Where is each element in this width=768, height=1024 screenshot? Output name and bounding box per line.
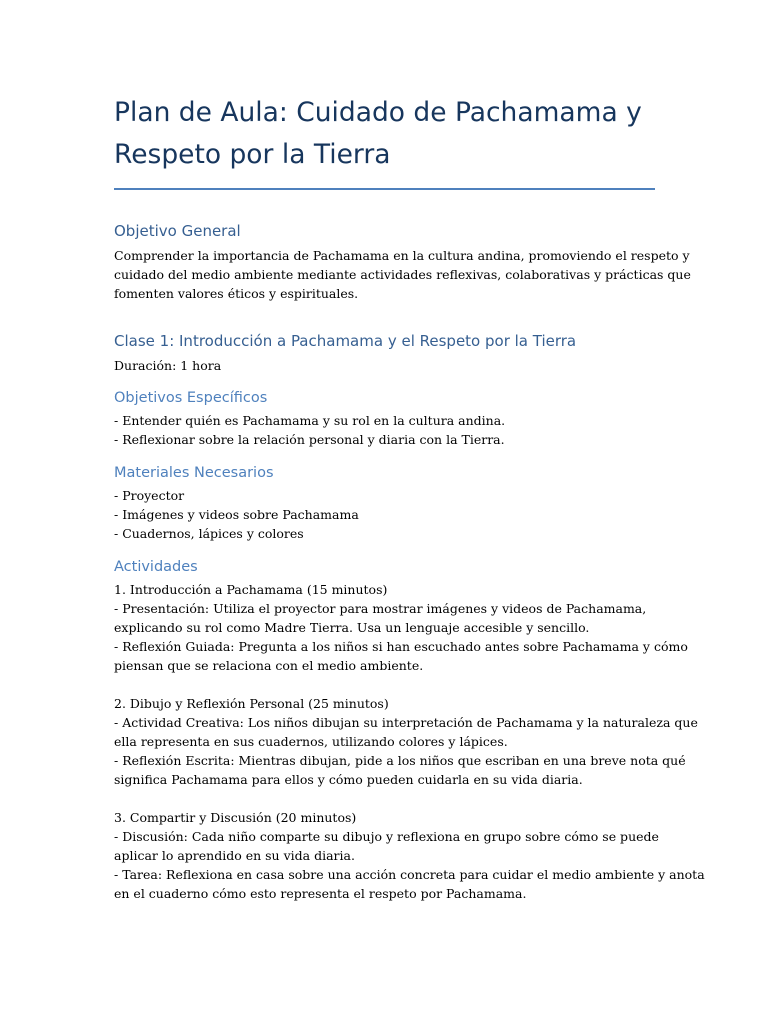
text-line: en el cuaderno cómo esto representa el respeto por Pachamama. (114, 886, 527, 901)
objetivo-general-heading: Objetivo General (114, 222, 241, 240)
text-line: - Reflexión Escrita: Mientras dibujan, pide a los niños que escriban en una breve nota qué (114, 753, 686, 768)
actividad-block-3 (114, 808, 705, 903)
list-item: - Imágenes y videos sobre Pachamama (114, 507, 359, 522)
text-line: aplicar lo aprendido en su vida diaria. (114, 848, 355, 863)
text-line: explicando su rol como Madre Tierra. Usa un lenguaje accesible y sencillo. (114, 620, 590, 635)
text-line: Comprender la importancia de Pachamama en la cultura andina, promoviendo el respeto y (114, 248, 690, 263)
objetivos-especificos-list (114, 411, 658, 449)
text-line: Duración: 1 hora (114, 358, 222, 373)
text-line: - Presentación: Utiliza el proyector para mostrar imágenes y videos de Pachamama, (114, 601, 647, 616)
list-item: - Proyector (114, 488, 185, 503)
list-item: - Reflexionar sobre la relación personal y diaria con la Tierra. (114, 432, 505, 447)
text-line: ella representa en sus cuadernos, utilizando colores y lápices. (114, 734, 508, 749)
text-line: - Tarea: Reflexiona en casa sobre una acción concreta para cuidar el medio ambiente y anota (114, 867, 705, 882)
text-line: fomenten valores éticos y espirituales. (114, 286, 359, 301)
materiales-list (114, 486, 658, 543)
list-item: - Entender quién es Pachamama y su rol en la cultura andina. (114, 413, 506, 428)
objetivos-especificos-heading: Objetivos Específicos (114, 390, 268, 406)
duracion-text (114, 356, 658, 375)
objetivo-general-text (114, 246, 691, 303)
materiales-heading: Materiales Necesarios (114, 465, 274, 481)
activity-title: 2. Dibujo y Reflexión Personal (25 minutos) (114, 696, 389, 711)
clase1-heading: Clase 1: Introducción a Pachamama y el Respeto por la Tierra (114, 332, 577, 350)
activity-title: 1. Introducción a Pachamama (15 minutos) (114, 582, 388, 597)
actividad-block-1 (114, 580, 688, 675)
title-line-1: Plan de Aula: Cuidado de Pachamama y (114, 97, 642, 128)
text-line: - Reflexión Guiada: Pregunta a los niños si han escuchado antes sobre Pachamama y cómo (114, 639, 688, 654)
text-line: - Discusión: Cada niño comparte su dibujo y reflexiona en grupo sobre cómo se puede (114, 829, 659, 844)
text-line: significa Pachamama para ellos y cómo pueden cuidarla en su vida diaria. (114, 772, 583, 787)
document-page (114, 92, 705, 903)
text-line: - Actividad Creativa: Los niños dibujan su interpretación de Pachamama y la naturaleza que (114, 715, 698, 730)
text-line: piensan que se relaciona con el medio ambiente. (114, 658, 424, 673)
actividad-block-2 (114, 694, 698, 789)
title-line-2: Respeto por la Tierra (114, 139, 391, 170)
activity-title: 3. Compartir y Discusión (20 minutos) (114, 810, 357, 825)
title-underline (114, 188, 655, 190)
text-line: cuidado del medio ambiente mediante actividades reflexivas, colaborativas y prácticas que (114, 267, 691, 282)
actividades-heading: Actividades (114, 559, 198, 575)
list-item: - Cuadernos, lápices y colores (114, 526, 304, 541)
document-title (114, 92, 658, 176)
